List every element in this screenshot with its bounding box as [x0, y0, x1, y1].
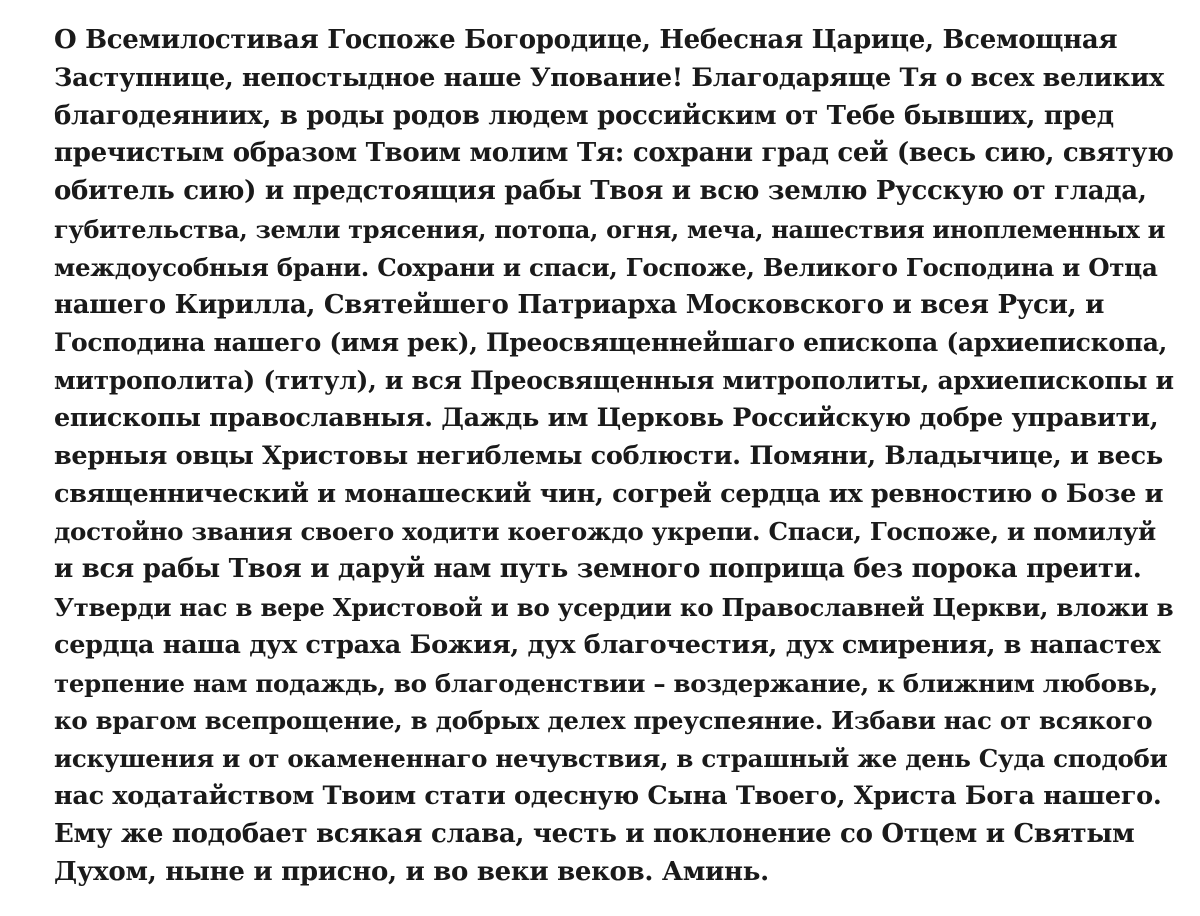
text-line-21: нас ходатайством Твоим стати одесную Сына Твоего, Христа Бога нашего. [54, 780, 1162, 811]
text-line-13: священнический и монашеский чин, согрей сердца их ревностию о Бозе и [54, 478, 1164, 509]
text-line-20: искушения и от окамененнаго нечувствия, в страшный же день Суда сподоби [54, 744, 1168, 774]
text-line-12: верныя овцы Христовы негиблемы соблюсти. Помяни, Владычице, и весь [54, 440, 1163, 471]
text-line-4: пречистым образом Твоим молим Тя: сохрани град сей (весь сию, святую [54, 138, 1174, 169]
text-line-16: Утверди нас в вере Христовой и во усердии ко Православней Церкви, вложи в [54, 592, 1174, 622]
text-line-5: обитель сию) и предстоящия рабы Твоя и всю землю Русскую от глада, [54, 176, 1147, 207]
text-line-9: Господина нашего (имя рек), Преосвященнейшаго епископа (архиепископа, [54, 328, 1167, 358]
text-line-6: губительства, земли трясения, потопа, огня, меча, нашествия иноплеменных и [54, 214, 1166, 244]
text-line-15: и вся рабы Твоя и даруй нам путь земного поприща без порока преити. [54, 554, 1142, 585]
prayer-text [54, 22, 1174, 891]
text-line-10: митрополита) (титул), и вся Преосвященныя митрополиты, архиепископы и [54, 366, 1174, 396]
text-line-23: Духом, ныне и присно, и во веки веков. Аминь. [54, 856, 769, 887]
text-line-22: Ему же подобает всякая слава, честь и поклонение со Отцем и Святым [54, 818, 1135, 849]
text-line-1: О Всемилостивая Госпоже Богородице, Небесная Царице, Всемощная [54, 25, 1118, 55]
text-line-7: междоусобныя брани. Сохрани и спаси, Госпоже, Великого Господина и Отца [54, 252, 1158, 282]
text-line-18: терпение нам подаждь, во благоденствии – воздержание, к ближним любовь, [54, 668, 1158, 698]
text-line-11: епископы православныя. Даждь им Церковь Российскую добре управити, [54, 402, 1159, 433]
text-line-8: нашего Кирилла, Святейшего Патриарха Московского и всея Руси, и [54, 289, 1105, 320]
text-line-19: ко врагом всепрощение, в добрых делех преуспеяние. Избави нас от всякого [54, 706, 1153, 736]
text-line-14: достойно звания своего ходити коегождо укрепи. Спаси, Госпоже, и помилуй [54, 517, 1156, 547]
text-line-2: Заступнице, непостыдное наше Упование! Благодаряще Тя о всех великих [54, 62, 1164, 93]
text-line-17: сердца наша дух страха Божия, дух благочестия, дух смирения, в напастех [54, 629, 1161, 660]
text-line-3: благодеяниих, в роды родов людем российским от Тебе бывших, пред [54, 100, 1114, 131]
